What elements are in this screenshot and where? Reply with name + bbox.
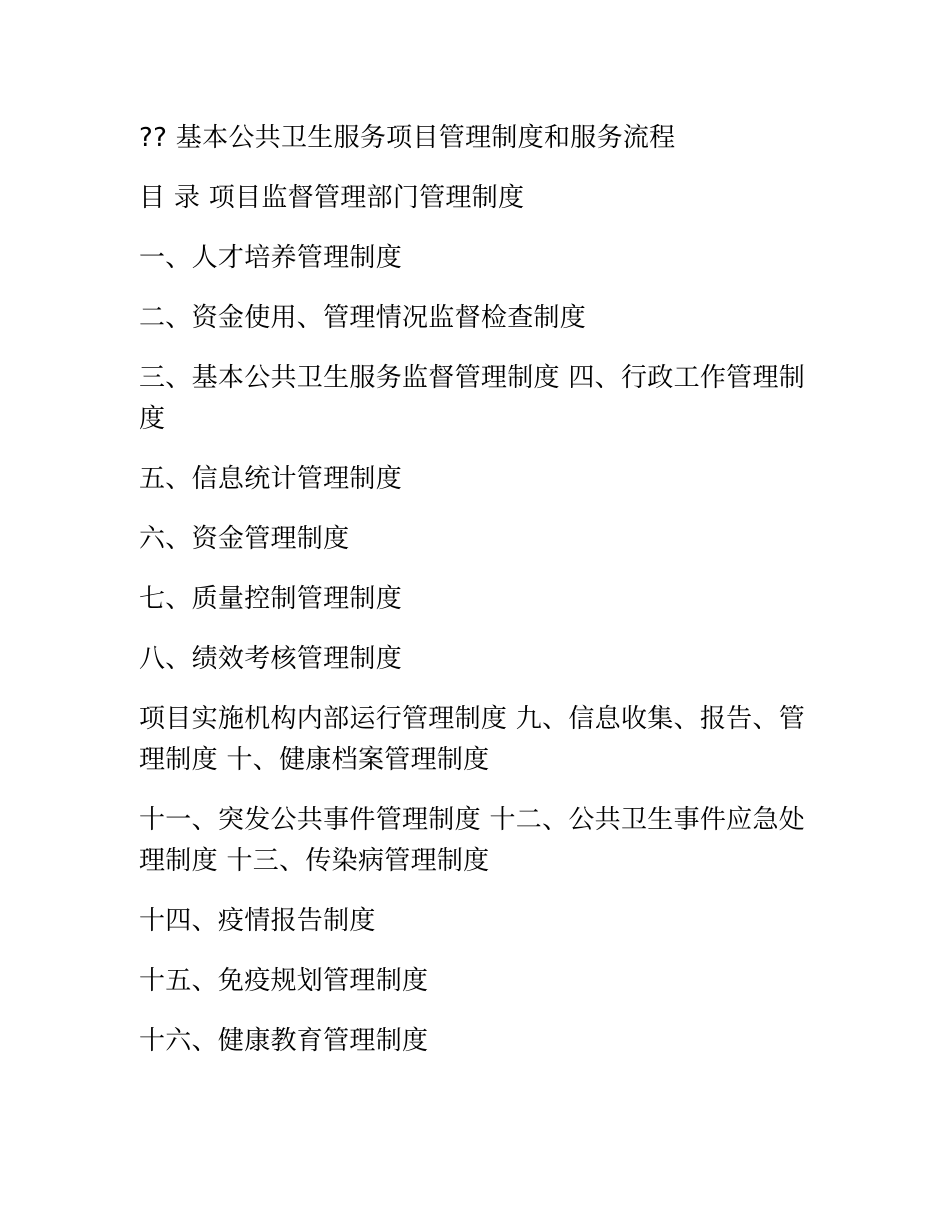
- toc-item: 十五、免疫规划管理制度: [139, 966, 429, 996]
- toc-item: 一、人才培养管理制度: [139, 243, 403, 273]
- toc-item: 五、信息统计管理制度: [139, 464, 403, 494]
- toc-item: 二、资金使用、管理情况监督检查制度: [139, 303, 587, 333]
- toc-item: 十一、突发公共事件管理制度 十二、公共卫生事件应急处理制度 十三、传染病管理制度: [139, 805, 806, 876]
- toc-item: 六、资金管理制度: [139, 524, 350, 554]
- document-body: [139, 118, 819, 1081]
- toc-item: 项目实施机构内部运行管理制度 九、信息收集、报告、管理制度 十、健康档案管理制度: [139, 704, 806, 775]
- document-title-line: ?? 基本公共卫生服务项目管理制度和服务流程: [139, 123, 676, 153]
- toc-item: 三、基本公共卫生服务监督管理制度 四、行政工作管理制度: [139, 363, 806, 434]
- toc-item: 八、绩效考核管理制度: [139, 644, 403, 674]
- toc-item: 十六、健康教育管理制度: [139, 1026, 429, 1056]
- toc-heading-line: 目 录 项目监督管理部门管理制度: [139, 183, 525, 213]
- toc-item: 七、质量控制管理制度: [139, 584, 403, 614]
- toc-item: 十四、疫情报告制度: [139, 906, 376, 936]
